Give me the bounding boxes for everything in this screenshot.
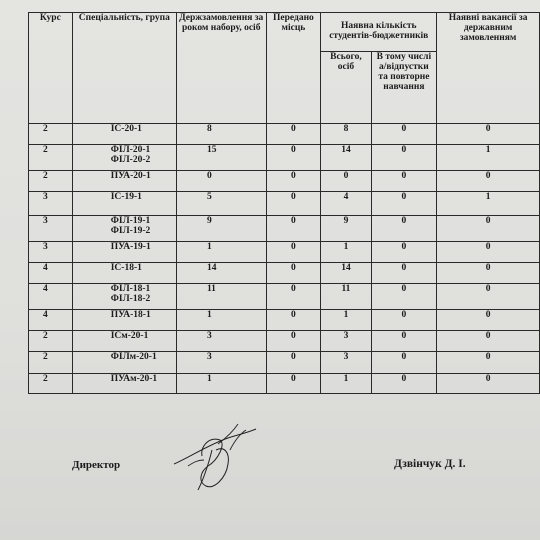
cell-text: 11: [341, 284, 351, 294]
cell-text: 0: [401, 310, 407, 320]
cell-state-order: [176, 124, 266, 145]
cell-total: [321, 352, 371, 374]
cell-group: [72, 263, 176, 284]
cell-text: 0: [291, 216, 296, 226]
cell-text: 2: [43, 124, 48, 134]
cell-text: 1: [485, 192, 491, 202]
cell-text: 0: [291, 284, 296, 294]
cell-transferred: [266, 124, 321, 145]
cell-state-order: [176, 310, 266, 331]
cell-text: 0: [291, 331, 296, 341]
cell-course: [29, 310, 73, 331]
cell-total: [321, 192, 371, 216]
table-row: [29, 242, 540, 263]
cell-total: [321, 171, 371, 192]
cell-leave: [371, 124, 437, 145]
cell-text: 15: [206, 145, 217, 155]
cell-transferred: [266, 242, 321, 263]
cell-course: [29, 374, 73, 394]
cell-text: ІС-18-1: [110, 263, 142, 273]
cell-text: 1: [206, 242, 212, 252]
cell-text: 0: [291, 374, 296, 384]
cell-vacancies: [437, 171, 540, 192]
cell-text: ФІЛ-19-1: [110, 216, 151, 226]
cell-text: 1: [343, 310, 349, 320]
cell-total: [321, 310, 371, 331]
cell-text: 9: [206, 216, 212, 226]
cell-transferred: [266, 284, 321, 310]
cell-group: [72, 352, 176, 374]
cell-text: ФІЛ-18-2: [110, 293, 151, 304]
cell-leave: [371, 216, 437, 242]
cell-total: [321, 374, 371, 394]
cell-transferred: [266, 374, 321, 394]
cell-group: [72, 124, 176, 145]
cell-text: 0: [401, 352, 407, 362]
cell-group: [72, 331, 176, 352]
cell-text: 0: [401, 124, 407, 134]
header-course: Курс: [29, 13, 73, 124]
cell-group: [72, 242, 176, 263]
cell-leave: [371, 374, 437, 394]
cell-text: ПУА-19-1: [110, 242, 151, 252]
cell-group: [72, 284, 176, 310]
cell-text: ПУА-20-1: [110, 171, 151, 181]
cell-text: 5: [206, 192, 212, 202]
cell-text: 0: [485, 124, 491, 134]
header-specialty: Спеціальність, група: [72, 13, 176, 124]
cell-vacancies: [437, 124, 540, 145]
table-body: [29, 124, 540, 394]
cell-text: 14: [341, 263, 351, 273]
cell-total: [321, 216, 371, 242]
cell-text: 2: [43, 145, 48, 155]
cell-transferred: [266, 145, 321, 171]
cell-text: 0: [401, 216, 407, 226]
cell-text: 0: [485, 263, 491, 273]
cell-course: [29, 216, 73, 242]
cell-text: 0: [401, 171, 407, 181]
cell-group: [72, 171, 176, 192]
cell-state-order: [176, 374, 266, 394]
cell-text: 1: [206, 310, 212, 320]
cell-text: 0: [485, 352, 491, 362]
cell-course: [29, 284, 73, 310]
cell-text: 0: [291, 192, 296, 202]
cell-total: [321, 284, 371, 310]
cell-text: 0: [206, 171, 212, 181]
cell-total: [321, 124, 371, 145]
cell-state-order: [176, 192, 266, 216]
cell-text: 4: [43, 310, 48, 320]
cell-text: ФІЛ-20-2: [110, 154, 151, 165]
cell-text: 14: [341, 145, 351, 155]
table-row: [29, 284, 540, 310]
table-row: [29, 374, 540, 394]
header-budget-students: Наявна кількість студентів-бюджетників: [321, 13, 437, 52]
table-row: [29, 124, 540, 145]
cell-transferred: [266, 352, 321, 374]
cell-text: 3: [43, 192, 48, 202]
cell-text: 3: [43, 242, 48, 252]
cell-vacancies: [437, 310, 540, 331]
cell-leave: [371, 284, 437, 310]
cell-transferred: [266, 216, 321, 242]
cell-text: 4: [43, 284, 48, 294]
cell-text: 3: [206, 331, 212, 341]
cell-text: 3: [343, 331, 349, 341]
cell-course: [29, 171, 73, 192]
cell-text: 8: [343, 124, 349, 134]
cell-total: [321, 145, 371, 171]
cell-text: ФІЛм-20-1: [110, 352, 157, 362]
cell-leave: [371, 331, 437, 352]
cell-course: [29, 331, 73, 352]
cell-text: ІСм-20-1: [110, 331, 149, 341]
cell-text: 0: [291, 263, 296, 273]
cell-text: 0: [291, 171, 296, 181]
cell-text: 0: [291, 145, 296, 155]
vacancy-table: [28, 12, 540, 394]
cell-vacancies: [437, 263, 540, 284]
cell-text: 4: [343, 192, 349, 202]
cell-leave: [371, 310, 437, 331]
table-row: [29, 310, 540, 331]
cell-text: 1: [343, 374, 349, 384]
signature-image: [168, 420, 258, 492]
cell-text: 3: [206, 352, 212, 362]
cell-transferred: [266, 263, 321, 284]
cell-state-order: [176, 284, 266, 310]
cell-text: 2: [43, 331, 48, 341]
cell-text: 0: [401, 331, 407, 341]
cell-text: 0: [485, 242, 491, 252]
cell-text: 0: [401, 284, 407, 294]
cell-text: 2: [43, 171, 48, 181]
cell-text: ФІЛ-19-2: [110, 225, 151, 236]
cell-text: 0: [485, 374, 491, 384]
cell-leave: [371, 145, 437, 171]
cell-text: 0: [291, 124, 296, 134]
cell-text: 0: [291, 242, 296, 252]
cell-state-order: [176, 145, 266, 171]
header-transferred: Передано місць: [266, 13, 321, 124]
cell-text: ФІЛ-18-1: [110, 284, 151, 294]
header-total: Всього, осіб: [321, 52, 371, 124]
cell-text: 4: [43, 263, 48, 273]
cell-vacancies: [437, 242, 540, 263]
header-including: В тому числі а/відпустки та повторне навчання: [371, 52, 437, 124]
cell-text: 3: [43, 216, 48, 226]
cell-course: [29, 124, 73, 145]
cell-course: [29, 263, 73, 284]
cell-text: 8: [206, 124, 212, 134]
cell-group: [72, 216, 176, 242]
cell-text: 2: [43, 352, 48, 362]
director-label: Директор: [72, 459, 121, 471]
cell-text: 3: [343, 352, 349, 362]
cell-leave: [371, 242, 437, 263]
cell-group: [72, 374, 176, 394]
cell-total: [321, 331, 371, 352]
cell-state-order: [176, 352, 266, 374]
cell-leave: [371, 192, 437, 216]
table-row: [29, 331, 540, 352]
cell-transferred: [266, 171, 321, 192]
cell-group: [72, 310, 176, 331]
cell-text: 0: [291, 310, 296, 320]
cell-text: ФІЛ-20-1: [110, 145, 151, 155]
cell-text: 0: [485, 171, 491, 181]
cell-text: 0: [291, 352, 296, 362]
cell-vacancies: [437, 331, 540, 352]
cell-text: 1: [485, 145, 491, 155]
cell-text: 9: [343, 216, 349, 226]
table-row: [29, 263, 540, 284]
cell-text: 0: [401, 145, 407, 155]
cell-text: 0: [485, 284, 491, 294]
cell-text: 0: [485, 310, 491, 320]
cell-text: 0: [485, 216, 491, 226]
cell-course: [29, 242, 73, 263]
cell-text: 0: [401, 263, 407, 273]
cell-text: ІС-19-1: [110, 192, 142, 202]
cell-text: ПУА-18-1: [110, 310, 151, 320]
cell-group: [72, 145, 176, 171]
cell-text: 0: [401, 374, 407, 384]
table-row: [29, 352, 540, 374]
cell-leave: [371, 352, 437, 374]
cell-text: 14: [206, 263, 217, 273]
header-state-order: Держзамовлення за роком набору, осіб: [176, 13, 266, 124]
table-row: [29, 145, 540, 171]
cell-text: 0: [401, 242, 407, 252]
cell-group: [72, 192, 176, 216]
cell-text: 0: [401, 192, 407, 202]
cell-state-order: [176, 263, 266, 284]
cell-vacancies: [437, 374, 540, 394]
cell-transferred: [266, 310, 321, 331]
cell-course: [29, 352, 73, 374]
cell-vacancies: [437, 284, 540, 310]
cell-total: [321, 263, 371, 284]
cell-vacancies: [437, 145, 540, 171]
table-row: [29, 192, 540, 216]
cell-leave: [371, 263, 437, 284]
cell-leave: [371, 171, 437, 192]
cell-vacancies: [437, 192, 540, 216]
cell-transferred: [266, 192, 321, 216]
cell-text: 1: [343, 242, 349, 252]
cell-text: 1: [206, 374, 212, 384]
cell-text: 0: [343, 171, 349, 181]
table-row: [29, 171, 540, 192]
cell-text: 2: [43, 374, 48, 384]
cell-text: 11: [206, 284, 216, 294]
cell-state-order: [176, 171, 266, 192]
cell-text: ПУАм-20-1: [110, 374, 158, 384]
cell-transferred: [266, 331, 321, 352]
cell-text: 0: [485, 331, 491, 341]
table-row: [29, 216, 540, 242]
cell-vacancies: [437, 352, 540, 374]
cell-course: [29, 192, 73, 216]
cell-vacancies: [437, 216, 540, 242]
cell-state-order: [176, 242, 266, 263]
header-vacancies: Наявні вакансії за державним замовленням: [437, 13, 540, 124]
cell-state-order: [176, 216, 266, 242]
director-name: Дзвінчук Д. І.: [394, 458, 466, 470]
cell-course: [29, 145, 73, 171]
cell-text: ІС-20-1: [110, 124, 142, 134]
cell-total: [321, 242, 371, 263]
cell-state-order: [176, 331, 266, 352]
